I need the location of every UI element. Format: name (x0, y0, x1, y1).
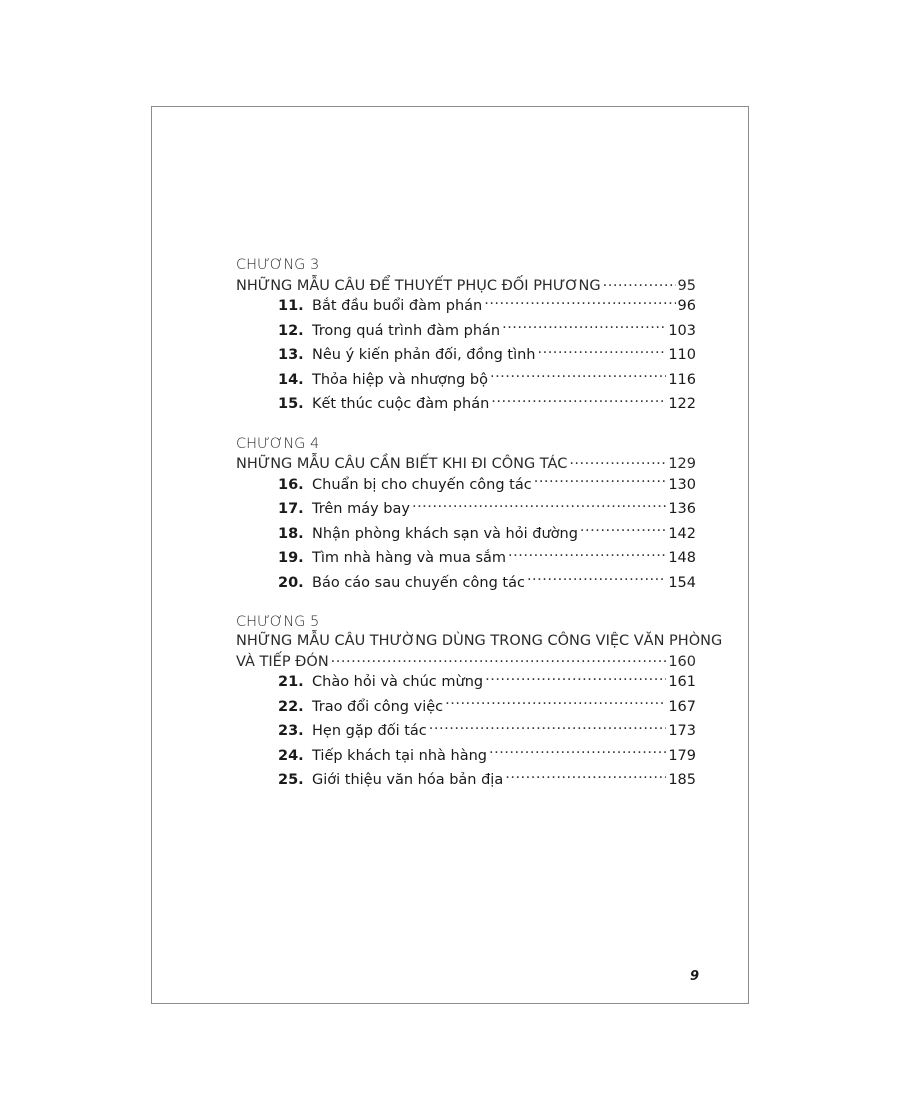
chapter-page-number: 129 (668, 456, 696, 472)
toc-section-entry[interactable] (236, 343, 696, 368)
section-number: 13. (278, 347, 304, 363)
toc-section-entry[interactable] (236, 744, 696, 769)
section-title: Tiếp khách tại nhà hàng (312, 747, 487, 764)
section-number: 24. (278, 747, 304, 764)
toc-section-entry[interactable] (236, 546, 696, 571)
dot-leader (603, 275, 676, 290)
section-title: Trên máy bay (312, 501, 410, 517)
section-title: Nhận phòng khách sạn và hỏi đường (312, 525, 578, 542)
section-number: 12. (278, 322, 304, 339)
dot-leader (505, 770, 666, 785)
section-page-number: 167 (668, 698, 696, 715)
toc-section-entry[interactable] (236, 319, 696, 344)
toc-section-entry[interactable] (236, 368, 696, 393)
section-page-number: 96 (677, 298, 696, 314)
chapter-page-number: 160 (668, 653, 696, 670)
chapter-block (236, 435, 696, 596)
dot-leader (527, 572, 666, 587)
toc-section-entry[interactable] (236, 522, 696, 547)
section-page-number: 103 (668, 322, 696, 339)
section-number: 11. (278, 298, 304, 314)
chapter-label: CHƯƠNG 3 (236, 257, 320, 273)
section-page-number: 110 (668, 347, 696, 363)
chapter-title: VÀ TIẾP ĐÓN (236, 653, 329, 670)
section-page-number: 173 (668, 723, 696, 739)
dot-leader (537, 345, 666, 360)
table-of-contents (236, 256, 723, 811)
section-page-number: 136 (668, 501, 696, 517)
chapter-title-entry[interactable] (236, 651, 696, 670)
chapter-block (236, 613, 723, 793)
dot-leader (491, 394, 666, 409)
section-title: Thỏa hiệp và nhượng bộ (312, 371, 488, 388)
toc-section-entry[interactable] (236, 695, 696, 720)
dot-leader (489, 745, 666, 760)
section-number: 16. (278, 476, 304, 493)
chapter-label: CHƯƠNG 4 (236, 435, 320, 452)
dot-leader (484, 296, 675, 311)
dot-leader (331, 651, 667, 666)
section-number: 23. (278, 723, 304, 739)
toc-section-entry[interactable] (236, 392, 696, 417)
toc-section-entry[interactable] (236, 497, 696, 522)
section-title: Báo cáo sau chuyến công tác (312, 574, 525, 591)
section-title: Giới thiệu văn hóa bản địa (312, 772, 504, 788)
toc-section-entry[interactable] (236, 768, 696, 793)
section-title: Kết thúc cuộc đàm phán (312, 396, 490, 412)
section-title: Nêu ý kiến phản đối, đồng tình (312, 347, 536, 363)
section-title: Hẹn gặp đối tác (312, 723, 427, 739)
section-number: 18. (278, 525, 304, 542)
section-page-number: 142 (668, 525, 696, 542)
section-number: 17. (278, 501, 304, 517)
dot-leader (508, 548, 666, 563)
section-title: Trong quá trình đàm phán (312, 322, 501, 339)
dot-leader (485, 672, 666, 687)
section-page-number: 116 (668, 371, 696, 388)
toc-section-entry[interactable] (236, 571, 696, 596)
section-number: 14. (278, 371, 304, 388)
section-page-number: 179 (668, 747, 696, 764)
section-title: Chuẩn bị cho chuyến công tác (312, 476, 532, 493)
dot-leader (445, 696, 666, 711)
section-number: 20. (278, 574, 304, 591)
section-title: Bắt đầu buổi đàm phán (312, 298, 483, 314)
toc-section-entry[interactable] (236, 719, 696, 744)
chapter-label: CHƯƠNG 5 (236, 614, 320, 630)
section-page-number: 130 (668, 476, 696, 493)
page-number: 9 (689, 969, 699, 984)
toc-section-entry[interactable] (236, 294, 696, 319)
section-page-number: 161 (668, 674, 696, 690)
section-number: 22. (278, 698, 304, 715)
book-page (151, 106, 749, 1004)
dot-leader (502, 320, 666, 335)
section-page-number: 154 (668, 574, 696, 591)
chapter-title: NHỮNG MẪU CÂU ĐỂ THUYẾT PHỤC ĐỐI PHƯƠNG (236, 277, 601, 294)
section-page-number: 148 (668, 550, 696, 566)
dot-leader (569, 454, 666, 469)
section-title: Trao đổi công việc (312, 698, 444, 715)
dot-leader (580, 523, 666, 538)
section-page-number: 122 (668, 396, 696, 412)
dot-leader (534, 474, 667, 489)
chapter-title: NHỮNG MẪU CÂU CẦN BIẾT KHI ĐI CÔNG TÁC (236, 456, 568, 472)
chapter-block (236, 256, 696, 417)
section-number: 25. (278, 772, 304, 788)
chapter-title-entry[interactable] (236, 454, 696, 473)
section-title: Tìm nhà hàng và mua sắm (312, 550, 507, 566)
section-title: Chào hỏi và chúc mừng (312, 674, 484, 690)
dot-leader (429, 721, 667, 736)
dot-leader (412, 499, 666, 514)
toc-section-entry[interactable] (236, 670, 696, 695)
chapter-title-line: NHỮNG MẪU CÂU THƯỜNG DÙNG TRONG CÔNG VIỆC VĂN PHÒNG (236, 633, 723, 649)
toc-section-entry[interactable] (236, 473, 696, 498)
chapter-title-entry[interactable] (236, 275, 696, 294)
section-number: 19. (278, 550, 304, 566)
section-number: 21. (278, 674, 304, 690)
section-number: 15. (278, 396, 304, 412)
chapter-page-number: 95 (677, 277, 696, 294)
dot-leader (490, 369, 666, 384)
section-page-number: 185 (668, 772, 696, 788)
